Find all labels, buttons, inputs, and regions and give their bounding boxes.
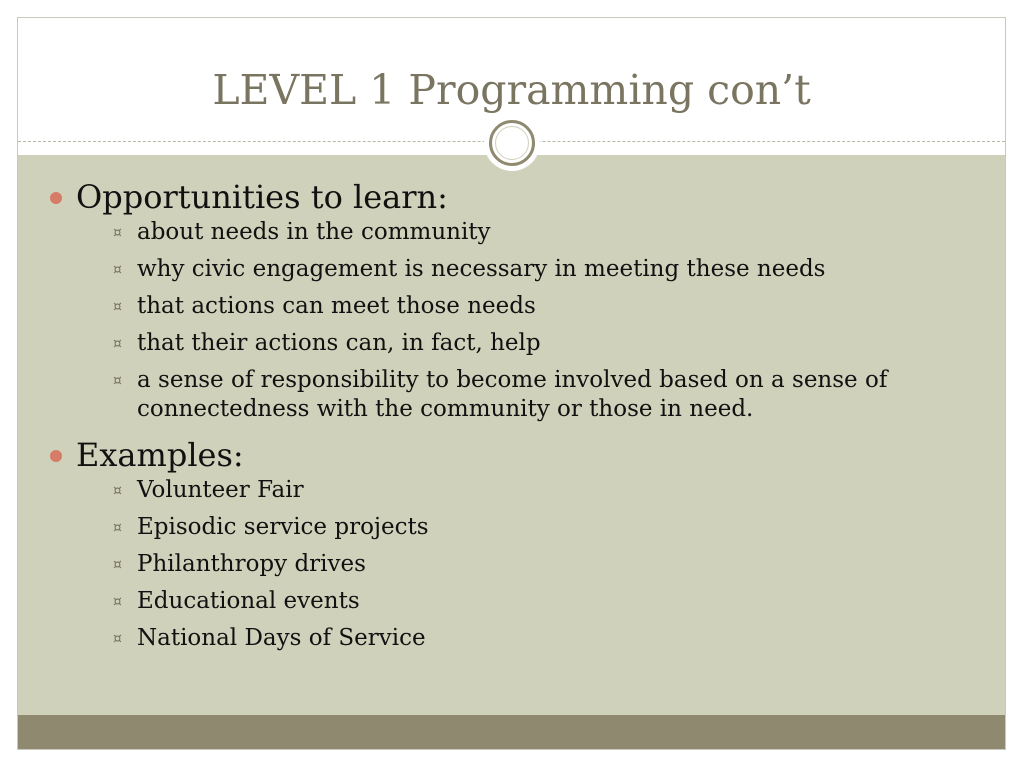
list-item (109, 476, 978, 505)
list-item (109, 218, 978, 247)
sub-bullet-text: Educational events (137, 588, 360, 614)
bullet-text: Opportunities to learn: (76, 178, 448, 216)
x-bullet-icon: ¤ (113, 483, 122, 499)
sub-bullet-text: that their actions can, in fact, help (137, 330, 541, 356)
x-bullet-icon: ¤ (113, 631, 122, 647)
x-bullet-icon: ¤ (113, 520, 122, 536)
sub-bullet-text: Philanthropy drives (137, 551, 366, 577)
list-item (109, 329, 978, 358)
footer-bar (18, 715, 1005, 749)
sub-bullet-text: about needs in the community (137, 219, 491, 245)
ring-inner (489, 120, 535, 166)
sub-bullet-text: Volunteer Fair (137, 477, 304, 503)
ring-icon (484, 115, 540, 171)
sub-bullet-list (76, 218, 978, 424)
list-item (48, 176, 978, 424)
sub-bullet-text: that actions can meet those needs (137, 293, 536, 319)
sub-bullet-text: Episodic service projects (137, 514, 429, 540)
x-bullet-icon: ¤ (113, 373, 122, 389)
x-bullet-icon: ¤ (113, 557, 122, 573)
bullet-list (48, 176, 978, 653)
sub-bullet-text: National Days of Service (137, 625, 426, 651)
x-bullet-icon: ¤ (113, 262, 122, 278)
x-bullet-icon: ¤ (113, 225, 122, 241)
x-bullet-icon: ¤ (113, 594, 122, 610)
sub-bullet-list (76, 476, 978, 653)
slide-content (48, 176, 978, 663)
x-bullet-icon: ¤ (113, 336, 122, 352)
list-item (109, 550, 978, 579)
x-bullet-icon: ¤ (113, 299, 122, 315)
list-item (48, 434, 978, 653)
list-item (109, 255, 978, 284)
bullet-text: Examples: (76, 436, 244, 474)
bullet-icon (50, 450, 62, 462)
list-item (109, 513, 978, 542)
sub-bullet-text: a sense of responsibility to become involved based on a sense of connectedness with the community or those in need. (137, 367, 888, 422)
list-item (109, 624, 978, 653)
list-item (109, 292, 978, 321)
list-item (109, 366, 978, 424)
slide-title: LEVEL 1 Programming con’t (212, 66, 811, 114)
list-item (109, 587, 978, 616)
sub-bullet-text: why civic engagement is necessary in meeting these needs (137, 256, 826, 282)
bullet-icon (50, 192, 62, 204)
